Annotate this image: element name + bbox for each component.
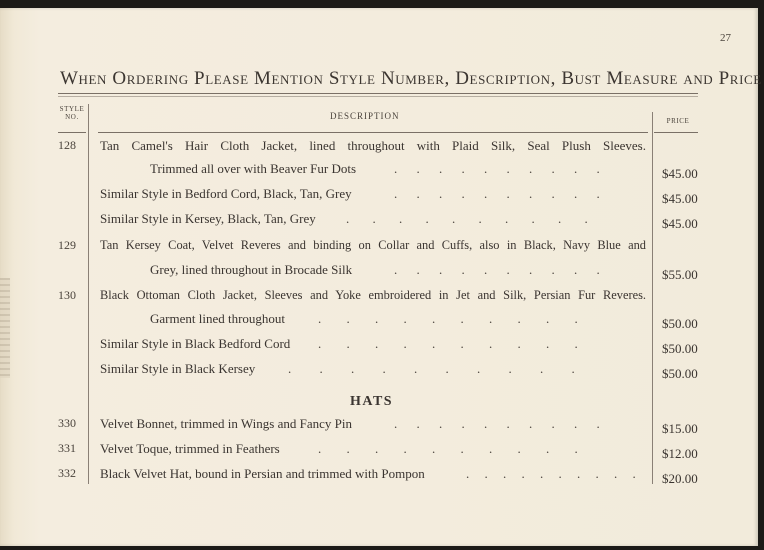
style-number: 330 — [58, 416, 76, 430]
dot-leader: . . . . . . . . . . — [394, 416, 600, 431]
table-row — [0, 311, 758, 331]
table-row — [0, 416, 758, 436]
dot-leader: . . . . . . . . . . — [346, 211, 588, 226]
style-number: 129 — [58, 238, 76, 252]
item-description: Grey, lined throughout in Brocade Silk — [150, 262, 353, 277]
catalog-page — [0, 8, 762, 546]
dot-leader: . . . . . . . . . . — [394, 161, 600, 176]
dot-leader: . . . . . . . . . . — [318, 311, 578, 326]
item-description: Black Ottoman Cloth Jacket, Sleeves and Yoke embroidered in Jet and Silk, Persian Fur Reveres. — [100, 288, 646, 302]
table-row — [0, 288, 758, 308]
item-description: Similar Style in Black Bedford Cord — [100, 336, 291, 351]
item-price: $15.00 — [662, 421, 698, 436]
style-number: 331 — [58, 441, 76, 455]
dot-leader: . . . . . . . . . . — [394, 262, 600, 277]
header-rule-price — [654, 132, 698, 133]
item-description: Garment lined throughout — [150, 311, 286, 326]
dot-leader: . . . . . . . . . . — [288, 361, 575, 376]
table-row — [0, 466, 758, 486]
table-row — [0, 336, 758, 356]
table-row — [0, 361, 758, 381]
item-description: Similar Style in Bedford Cord, Black, Tan, Grey — [100, 186, 352, 201]
item-price: $55.00 — [662, 267, 698, 282]
dot-leader: . . . . . . . . . . — [318, 441, 578, 456]
page-number: 27 — [720, 32, 731, 44]
dot-leader: . . . . . . . . . . — [394, 186, 600, 201]
header-price: PRICE — [666, 117, 690, 125]
header-style-no: STYLE NO. — [59, 105, 85, 121]
table-row — [0, 262, 758, 282]
dot-leader: . . . . . . . . . . — [466, 466, 636, 481]
table-row — [0, 161, 758, 181]
header-description: DESCRIPTION — [330, 111, 400, 121]
header-rule — [58, 132, 86, 133]
item-description: Similar Style in Kersey, Black, Tan, Grey — [100, 211, 316, 226]
item-description: Tan Camel's Hair Cloth Jacket, lined throughout with Plaid Silk, Seal Plush Sleeves. — [100, 138, 646, 153]
item-description: Similar Style in Black Kersey — [100, 361, 256, 376]
title-rule — [58, 93, 698, 94]
item-price: $20.00 — [662, 471, 698, 486]
style-number: 332 — [58, 466, 76, 480]
item-description: Velvet Toque, trimmed in Feathers — [100, 441, 280, 456]
style-number: 128 — [58, 138, 76, 152]
table-row — [0, 238, 758, 258]
item-price: $12.00 — [662, 446, 698, 461]
title-rule-2 — [58, 96, 698, 97]
section-heading-hats: HATS — [350, 394, 394, 409]
item-description: Velvet Bonnet, trimmed in Wings and Fancy Pin — [100, 416, 352, 431]
item-price: $45.00 — [662, 191, 698, 206]
item-description: Tan Kersey Coat, Velvet Reveres and binding on Collar and Cuffs, also in Black, Navy Blue and — [100, 238, 646, 252]
table-row — [0, 211, 758, 231]
item-description: Black Velvet Hat, bound in Persian and trimmed with Pompon — [100, 466, 425, 481]
item-description: Trimmed all over with Beaver Fur Dots — [150, 161, 357, 176]
item-price: $45.00 — [662, 166, 698, 181]
table-row — [0, 441, 758, 461]
page-title: When Ordering Please Mention Style Number, Description, Bust Measure and Price — [60, 68, 762, 89]
item-price: $45.00 — [662, 216, 698, 231]
dot-leader: . . . . . . . . . . — [318, 336, 578, 351]
table-row — [0, 186, 758, 206]
style-number: 130 — [58, 288, 76, 302]
item-price: $50.00 — [662, 341, 698, 356]
table-row — [0, 138, 758, 158]
header-rule-desc — [98, 132, 648, 133]
item-price: $50.00 — [662, 366, 698, 381]
item-price: $50.00 — [662, 316, 698, 331]
